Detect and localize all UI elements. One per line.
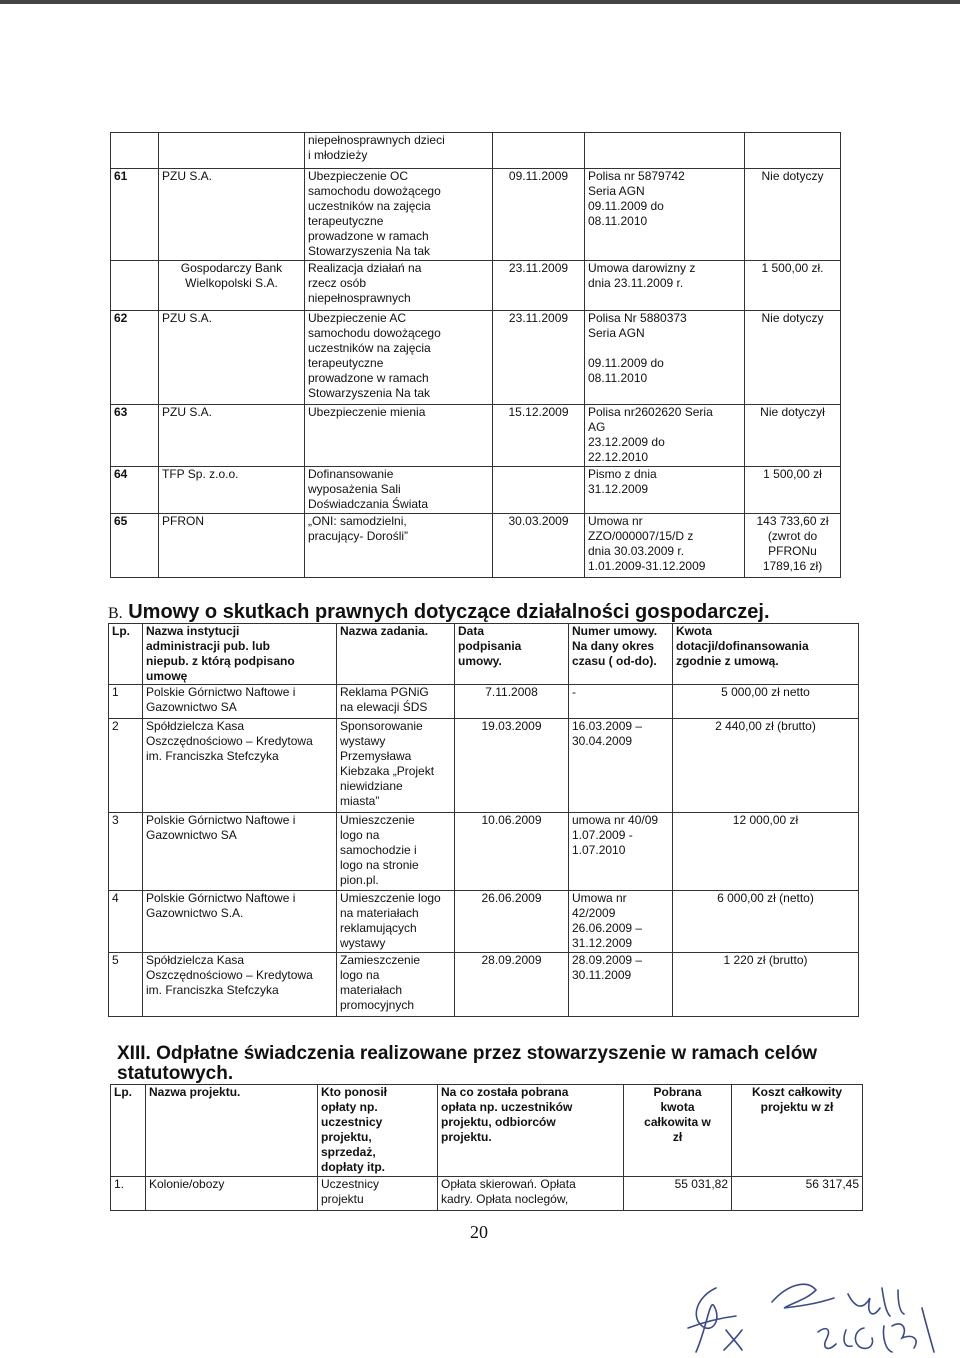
header-lp: Lp. [111,1085,146,1177]
cell-org: TFP Sp. z.o.o. [159,467,305,514]
header-fee-for: Na co została pobrana opłata np. uczestników projektu, odbiorców projektu. [438,1085,624,1177]
table-header-row [111,1085,863,1177]
cell-name: niepełnosprawnych dzieci i młodzieży [305,133,493,169]
table-row [109,685,859,719]
page-number: 20 [470,1222,488,1242]
table-row [111,514,841,578]
cell-lp: 2 [109,719,143,813]
table-row [111,169,841,261]
cell-task: Umieszczenie logo na materiałach reklamujących wystawy [337,891,455,953]
table-paid-services [110,1084,863,1211]
cell-number: - [569,685,673,719]
cell-amount: Nie dotyczył [745,405,841,467]
cell-total-cost: 56 317,45 [732,1177,863,1211]
signature-1 [688,1288,736,1352]
cell-date: 10.06.2009 [455,813,569,891]
signature-5 [883,1308,934,1352]
section-xiii-title: Odpłatne świadczenia realizowane przez stowarzyszenie w ramach celów statutowych. [117,1043,818,1084]
header-lp: Lp. [109,624,143,685]
cell-lp: 63 [111,405,159,467]
cell-date: 19.03.2009 [455,719,569,813]
header-number: Numer umowy. Na dany okres czasu ( od-do). [569,624,673,685]
table-contracts [108,623,859,1017]
signature-1-mark [724,1330,742,1350]
cell-number: 16.03.2009 – 30.04.2009 [569,719,673,813]
cell-lp: 3 [109,813,143,891]
cell-amount: 2 440,00 zł (brutto) [673,719,859,813]
cell-doc: Polisa nr 5879742 Seria AGN 09.11.2009 do 08.11.2010 [585,169,745,261]
cell-name: Realizacja działań na rzecz osób niepełnosprawnych [305,261,493,311]
table-row [109,953,859,1017]
cell-number: umowa nr 40/09 1.07.2009 - 1.07.2010 [569,813,673,891]
cell-task: Zamieszczenie logo na materiałach promocyjnych [337,953,455,1017]
cell-institution: Polskie Górnictwo Naftowe i Gazownictwo SA [143,685,337,719]
handwritten-signatures [676,1268,946,1356]
cell-institution: Spółdzielcza Kasa Oszczędnościowo – Kredytowa im. Franciszka Stefczyka [143,953,337,1017]
table-row [111,261,841,311]
cell-date: 30.03.2009 [493,514,585,578]
header-institution: Nazwa instytucji administracji pub. lub niepub. z którą podpisano umowę [143,624,337,685]
cell-task: Umieszczenie logo na samochodzie i logo na stronie pion.pl. [337,813,455,891]
cell-name: Ubezpieczenie mienia [305,405,493,467]
cell-doc: Polisa Nr 5880373 Seria AGN 09.11.2009 do 08.11.2010 [585,311,745,405]
cell-lp [111,261,159,311]
cell-date: 09.11.2009 [493,169,585,261]
cell-org [159,133,305,169]
header-date: Data podpisania umowy. [455,624,569,685]
signature-2 [772,1284,834,1308]
cell-institution: Polskie Górnictwo Naftowe i Gazownictwo S.A. [143,891,337,953]
cell-institution: Polskie Górnictwo Naftowe i Gazownictwo SA [143,813,337,891]
cell-amount: 1 500,00 zł [745,467,841,514]
section-b-heading [108,601,770,625]
cell-amount: Nie dotyczy [745,311,841,405]
cell-fee-for: Opłata skierowań. Opłata kadry. Opłata noclegów, [438,1177,624,1211]
cell-lp: 61 [111,169,159,261]
section-b-prefix: B. [108,605,123,622]
cell-name: „ONI: samodzielni, pracujący- Dorośli” [305,514,493,578]
cell-name: Ubezpieczenie OC samochodu dowożącego uczestników na zajęcia terapeutyczne prowadzone w ramach Stowarzyszenia Na tak [305,169,493,261]
table-row [111,311,841,405]
cell-institution: Spółdzielcza Kasa Oszczędnościowo – Kredytowa im. Franciszka Stefczyka [143,719,337,813]
cell-lp: 1. [111,1177,146,1211]
cell-org: PFRON [159,514,305,578]
header-collected-amount: Pobrana kwota całkowita w zł [624,1085,732,1177]
table-row [111,405,841,467]
section-xiii-prefix: XIII. [117,1043,151,1064]
section-b-title: Umowy o skutkach prawnych dotyczące działalności gospodarczej. [128,601,770,623]
header-total-cost: Koszt całkowity projektu w zł [732,1085,863,1177]
cell-date: 7.11.2008 [455,685,569,719]
cell-amount: 1 220 zł (brutto) [673,953,859,1017]
table-header-row [109,624,859,685]
cell-org: PZU S.A. [159,311,305,405]
cell-who-paid: Uczestnicy projektu [318,1177,438,1211]
cell-amount: 6 000,00 zł (netto) [673,891,859,953]
cell-date: 23.11.2009 [493,261,585,311]
table-row [109,719,859,813]
cell-amount: 143 733,60 zł (zwrot do PFRONu 1789,16 zł) [745,514,841,578]
cell-amount: Nie dotyczy [745,169,841,261]
cell-date: 26.06.2009 [455,891,569,953]
cell-amount: 5 000,00 zł netto [673,685,859,719]
cell-project: Kolonie/obozy [146,1177,318,1211]
table-grants-continued [110,132,841,578]
cell-date: 28.09.2009 [455,953,569,1017]
cell-doc: Pismo z dnia 31.12.2009 [585,467,745,514]
cell-lp: 1 [109,685,143,719]
cell-task: Reklama PGNiG na elewacji ŚDS [337,685,455,719]
signature-4 [818,1328,873,1348]
header-project: Nazwa projektu. [146,1085,318,1177]
cell-date [493,133,585,169]
table-row [111,467,841,514]
cell-amount: 12 000,00 zł [673,813,859,891]
cell-number: Umowa nr 42/2009 26.06.2009 – 31.12.2009 [569,891,673,953]
cell-org: PZU S.A. [159,405,305,467]
cell-date [493,467,585,514]
cell-name: Dofinansowanie wyposażenia Sali Doświadczania Świata [305,467,493,514]
cell-lp: 64 [111,467,159,514]
cell-task: Sponsorowanie wystawy Przemysława Kiebzaka „Projekt niewidziane miasta” [337,719,455,813]
cell-doc: Polisa nr2602620 Seria AG 23.12.2009 do 22.12.2010 [585,405,745,467]
cell-org: PZU S.A. [159,169,305,261]
header-amount: Kwota dotacji/dofinansowania zgodnie z umową. [673,624,859,685]
section-xiii-heading [117,1044,862,1084]
header-who-paid: Kto ponosił opłaty np. uczestnicy projektu, sprzedaż, dopłaty itp. [318,1085,438,1177]
cell-lp [111,133,159,169]
cell-date: 23.11.2009 [493,311,585,405]
table-row [109,813,859,891]
cell-number: 28.09.2009 – 30.11.2009 [569,953,673,1017]
signature-3 [848,1288,904,1316]
cell-doc: Umowa darowizny z dnia 23.11.2009 r. [585,261,745,311]
cell-lp: 4 [109,891,143,953]
cell-lp: 62 [111,311,159,405]
table-row [109,891,859,953]
cell-amount [745,133,841,169]
header-task: Nazwa zadania. [337,624,455,685]
table-row [111,1177,863,1211]
cell-amount: 1 500,00 zł. [745,261,841,311]
cell-org: Gospodarczy Bank Wielkopolski S.A. [159,261,305,311]
cell-date: 15.12.2009 [493,405,585,467]
cell-doc [585,133,745,169]
cell-collected-amount: 55 031,82 [624,1177,732,1211]
cell-doc: Umowa nr ZZO/000007/15/D z dnia 30.03.2009 r. 1.01.2009-31.12.2009 [585,514,745,578]
table-row [111,133,841,169]
cell-lp: 65 [111,514,159,578]
cell-name: Ubezpieczenie AC samochodu dowożącego uczestników na zajęcia terapeutyczne prowadzone w ramach Stowarzyszenia Na tak [305,311,493,405]
top-border-line [0,0,960,4]
cell-lp: 5 [109,953,143,1017]
